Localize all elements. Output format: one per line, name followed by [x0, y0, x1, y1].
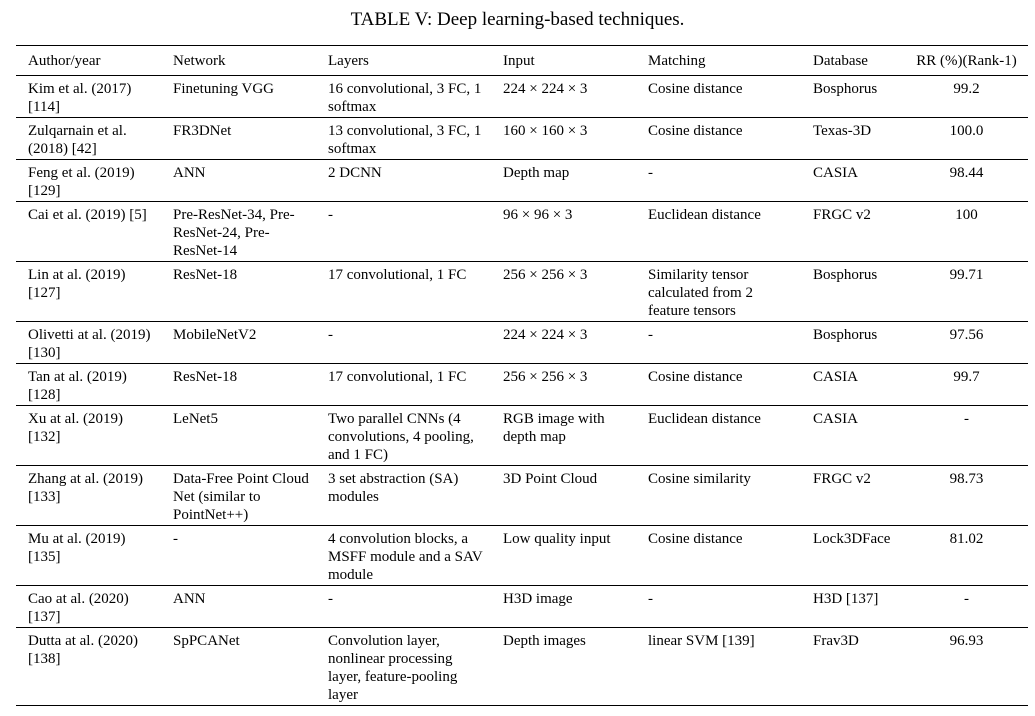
table-caption: TABLE V: Deep learning-based techniques.	[350, 9, 685, 30]
cell-author: Dutta at al. (2020) [138]	[16, 628, 161, 706]
cell-input: H3D image	[491, 586, 636, 628]
table-row	[16, 118, 1028, 160]
cell-layers: -	[316, 322, 491, 364]
cell-rr: 97.56	[903, 322, 1028, 364]
cell-layers: 4 convolution blocks, a MSFF module and a SAV module	[316, 526, 491, 586]
cell-rr: 81.02	[903, 526, 1028, 586]
cell-database: Lock3DFace	[801, 526, 903, 586]
cell-matching: Cosine distance	[636, 76, 801, 118]
cell-database: CASIA	[801, 160, 903, 202]
cell-database: H3D [137]	[801, 586, 903, 628]
cell-network: ResNet-18	[161, 364, 316, 406]
cell-database: CASIA	[801, 406, 903, 466]
cell-matching: Euclidean distance	[636, 202, 801, 262]
cell-network: MobileNetV2	[161, 322, 316, 364]
cell-database: CASIA	[801, 364, 903, 406]
cell-input: 256 × 256 × 3	[491, 262, 636, 322]
cell-input: Low quality input	[491, 526, 636, 586]
table-row	[16, 628, 1028, 706]
cell-database: FRGC v2	[801, 202, 903, 262]
col-header-network: Network	[161, 46, 316, 76]
cell-input: Depth map	[491, 160, 636, 202]
cell-layers: -	[316, 202, 491, 262]
cell-network: ANN	[161, 586, 316, 628]
cell-layers: 3 set abstraction (SA) modules	[316, 466, 491, 526]
cell-author: Lin at al. (2019) [127]	[16, 262, 161, 322]
cell-author: Cai et al. (2019) [5]	[16, 202, 161, 262]
cell-matching: -	[636, 586, 801, 628]
cell-database: Bosphorus	[801, 76, 903, 118]
cell-layers: -	[316, 586, 491, 628]
cell-rr: 96.93	[903, 628, 1028, 706]
cell-network: -	[161, 526, 316, 586]
cell-author: Zulqarnain et al. (2018) [42]	[16, 118, 161, 160]
cell-input: 224 × 224 × 3	[491, 76, 636, 118]
cell-matching: Cosine distance	[636, 118, 801, 160]
cell-rr: 100.0	[903, 118, 1028, 160]
cell-rr: 99.7	[903, 364, 1028, 406]
cell-matching: -	[636, 160, 801, 202]
cell-author: Zhang at al. (2019) [133]	[16, 466, 161, 526]
cell-matching: -	[636, 322, 801, 364]
col-header-input: Input	[491, 46, 636, 76]
col-header-rr: RR (%)(Rank-1)	[903, 46, 1028, 76]
cell-network: Pre-ResNet-34, Pre-ResNet-24, Pre-ResNet-14	[161, 202, 316, 262]
cell-author: Mu at al. (2019) [135]	[16, 526, 161, 586]
cell-layers: 2 DCNN	[316, 160, 491, 202]
deep-learning-techniques-table	[16, 45, 1028, 706]
cell-network: LeNet5	[161, 406, 316, 466]
cell-layers: 17 convolutional, 1 FC	[316, 364, 491, 406]
cell-layers: Two parallel CNNs (4 convolutions, 4 pooling, and 1 FC)	[316, 406, 491, 466]
cell-input: Depth images	[491, 628, 636, 706]
table-row	[16, 160, 1028, 202]
cell-matching: Cosine distance	[636, 526, 801, 586]
cell-rr: 98.44	[903, 160, 1028, 202]
cell-author: Xu at al. (2019) [132]	[16, 406, 161, 466]
cell-rr: 99.71	[903, 262, 1028, 322]
cell-network: ANN	[161, 160, 316, 202]
header-row	[16, 46, 1028, 76]
table-row	[16, 76, 1028, 118]
cell-network: FR3DNet	[161, 118, 316, 160]
col-header-matching: Matching	[636, 46, 801, 76]
cell-rr: -	[903, 406, 1028, 466]
cell-network: Finetuning VGG	[161, 76, 316, 118]
cell-network: ResNet-18	[161, 262, 316, 322]
cell-author: Olivetti at al. (2019) [130]	[16, 322, 161, 364]
cell-rr: 98.73	[903, 466, 1028, 526]
cell-database: Bosphorus	[801, 322, 903, 364]
cell-matching: Similarity tensor calculated from 2 feature tensors	[636, 262, 801, 322]
cell-matching: linear SVM [139]	[636, 628, 801, 706]
table-body	[16, 76, 1028, 706]
table-row	[16, 364, 1028, 406]
col-header-database: Database	[801, 46, 903, 76]
cell-matching: Cosine similarity	[636, 466, 801, 526]
cell-network: Data-Free Point Cloud Net (similar to PointNet++)	[161, 466, 316, 526]
table-row	[16, 466, 1028, 526]
cell-layers: Convolution layer, nonlinear processing layer, feature-pooling layer	[316, 628, 491, 706]
cell-input: 256 × 256 × 3	[491, 364, 636, 406]
table-row	[16, 406, 1028, 466]
cell-matching: Cosine distance	[636, 364, 801, 406]
cell-author: Tan at al. (2019) [128]	[16, 364, 161, 406]
cell-input: RGB image with depth map	[491, 406, 636, 466]
cell-layers: 16 convolutional, 3 FC, 1 softmax	[316, 76, 491, 118]
cell-layers: 17 convolutional, 1 FC	[316, 262, 491, 322]
table-row	[16, 586, 1028, 628]
cell-input: 160 × 160 × 3	[491, 118, 636, 160]
table-row	[16, 526, 1028, 586]
cell-layers: 13 convolutional, 3 FC, 1 softmax	[316, 118, 491, 160]
col-header-layers: Layers	[316, 46, 491, 76]
cell-input: 224 × 224 × 3	[491, 322, 636, 364]
cell-author: Kim et al. (2017) [114]	[16, 76, 161, 118]
table-row	[16, 262, 1028, 322]
cell-input: 3D Point Cloud	[491, 466, 636, 526]
cell-rr: 100	[903, 202, 1028, 262]
cell-database: Bosphorus	[801, 262, 903, 322]
cell-database: FRGC v2	[801, 466, 903, 526]
cell-matching: Euclidean distance	[636, 406, 801, 466]
table-row	[16, 202, 1028, 262]
cell-database: Texas-3D	[801, 118, 903, 160]
cell-author: Cao at al. (2020) [137]	[16, 586, 161, 628]
cell-input: 96 × 96 × 3	[491, 202, 636, 262]
col-header-author: Author/year	[16, 46, 161, 76]
cell-author: Feng et al. (2019) [129]	[16, 160, 161, 202]
cell-network: SpPCANet	[161, 628, 316, 706]
cell-rr: -	[903, 586, 1028, 628]
cell-rr: 99.2	[903, 76, 1028, 118]
cell-database: Frav3D	[801, 628, 903, 706]
table-row	[16, 322, 1028, 364]
